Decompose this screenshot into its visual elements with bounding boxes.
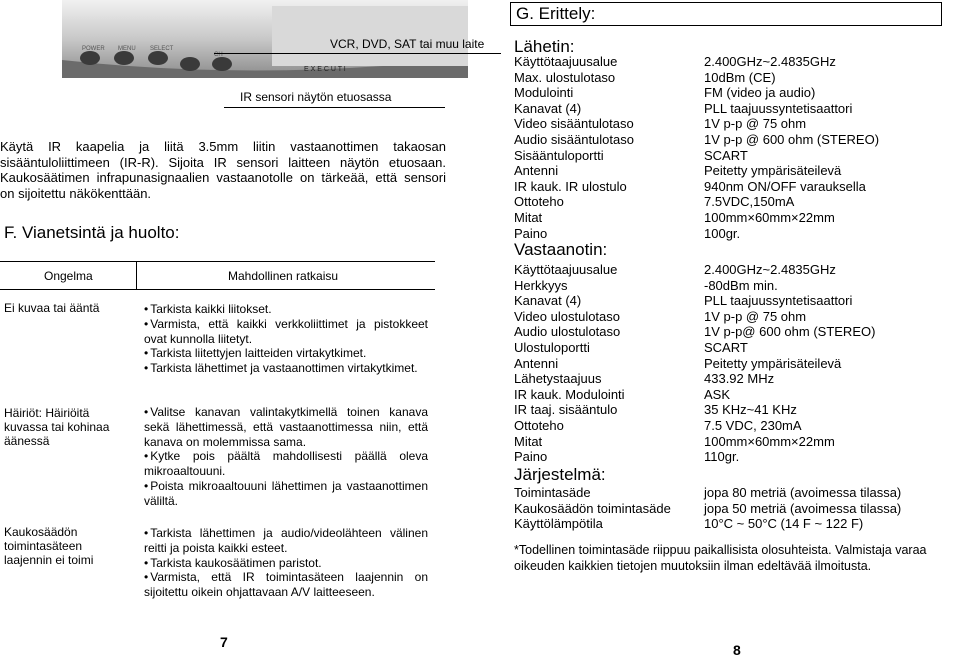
select-button-icon [148, 51, 168, 65]
solution-item: • Tarkista lähettimen ja audio/videolähteen välinen reitti ja poista kaikki esteet. [144, 526, 428, 556]
solution-item: • Kytke pois päältä mahdollisesti päällä oleva mikroaaltouuni. [144, 449, 428, 479]
spec-label: Mitat [514, 210, 543, 225]
footnote: *Todellinen toimintasäde riippuu paikallisista olosuhteista. Valmistaja varaa oikeuden kaikkien tietojen muutoksiin ilman edeltävää ilmoitusta. [514, 543, 927, 573]
system-heading: Järjestelmä: [514, 465, 606, 484]
spec-label: Max. ulostulotaso [514, 69, 616, 85]
spec-value: 100mm×60mm×22mm [704, 210, 835, 225]
section-f-heading: F. Vianetsintä ja huolto: [4, 223, 180, 242]
menu-button-icon [114, 51, 134, 65]
spec-value: 35 KHz~41 KHz [704, 402, 797, 418]
spec-value: 7.5 VDC, 230mA [704, 418, 802, 433]
callout-ir: IR sensori näytön etuosassa [240, 90, 392, 104]
intro-line: sisääntuloliittimeen (IR-R). Sijoita IR sensori laitteen näytön etuosaan. [0, 154, 446, 170]
table-row-problem: Kaukosäädön toimintasäteen laajennin ei toimi [4, 525, 94, 567]
table-row-problem: Ei kuvaa tai ääntä [4, 301, 100, 315]
spec-value: PLL taajuussyntetisaattori [704, 100, 853, 116]
spec-label: Käyttötaajuusalue [514, 262, 618, 277]
spec-label: IR kauk. Modulointi [514, 386, 625, 402]
spec-label: Sisääntuloportti [514, 147, 604, 163]
spec-label: Audio ulostulotaso [514, 324, 621, 340]
spec-value: -80dBm min. [704, 277, 778, 293]
spec-label: Video sisääntulotaso [514, 116, 634, 132]
table-head-line [0, 289, 435, 290]
power-label: POWER [82, 46, 105, 52]
spec-label: Antenni [514, 355, 559, 371]
power-button-icon [80, 51, 100, 65]
spec-value: jopa 80 metriä (avoimessa tilassa) [704, 485, 902, 500]
column-header-solution: Mahdollinen ratkaisu [228, 269, 339, 283]
callout-vcr-line [214, 53, 501, 54]
table-head-divider [136, 261, 137, 289]
spec-value: Peitetty ympärisäteilevä [704, 163, 842, 179]
spec-value: 1V p-p @ 75 ohm [704, 116, 807, 132]
spec-value: 940nm ON/OFF varauksella [704, 178, 866, 194]
solution-item: • Tarkista kaukosäätimen paristot. [144, 556, 428, 571]
spec-label: Ottoteho [514, 194, 564, 210]
solution-item: • Valitse kanavan valintakytkimellä toinen kanava sekä lähettimessä, että vastaanottimessa niin, että kanava on molemmissa sama. [144, 405, 428, 449]
spec-label: Modulointi [514, 85, 574, 101]
spec-value: 1V p-p@ 600 ohm (STEREO) [704, 324, 876, 340]
spec-value: SCART [704, 340, 748, 355]
spec-value: 2.400GHz~2.4835GHz [704, 262, 836, 277]
section-g-heading: G. Erittely: [516, 4, 596, 23]
spec-value: 1V p-p @ 75 ohm [704, 308, 807, 324]
spec-label: IR kauk. IR ulostulo [514, 178, 627, 194]
spec-value: 10dBm (CE) [704, 69, 776, 85]
transmitter-heading: Lähetin: [514, 37, 575, 56]
spec-value: PLL taajuussyntetisaattori [704, 293, 853, 309]
spec-label: Kaukosäädön toimintasäde [514, 500, 671, 516]
table-row-problem: Häiriöt: Häiriöitä kuvassa tai kohinaa äänessä [4, 406, 110, 448]
spec-value: SCART [704, 147, 748, 163]
spec-label: Ulostuloportti [514, 340, 590, 355]
solution-item: • Tarkista kaikki liitokset. [144, 302, 428, 317]
brand-label: E X E C U T I [304, 66, 346, 73]
solution-item: • Tarkista lähettimet ja vastaanottimen virtakytkimet. [144, 361, 428, 376]
spec-value: 433.92 MHz [704, 371, 775, 387]
receiver-heading: Vastaanotin: [514, 240, 608, 259]
callout-ir-line [224, 107, 445, 108]
spec-label: Paino [514, 449, 548, 465]
spec-label: IR taaj. sisääntulo [514, 402, 618, 418]
intro-paragraph [0, 139, 446, 201]
spec-label: Toimintasäde [514, 485, 591, 500]
menu-label: MENU [118, 46, 136, 52]
spec-label: Herkkyys [514, 277, 568, 293]
table-row-solutions [144, 302, 428, 376]
table-top-line [0, 261, 435, 262]
select-label: SELECT [150, 46, 174, 52]
solution-item: • Tarkista liitettyjen laitteiden virtakytkimet. [144, 346, 428, 361]
intro-line: Kaukosäätimen infrapunasignaalien vastaanotolle on tärkeää, että sensori [0, 170, 446, 185]
column-header-problem: Ongelma [44, 269, 93, 283]
callout-vcr: VCR, DVD, SAT tai muu laite [330, 37, 485, 51]
intro-line: Käytä IR kaapelia ja liitä 3.5mm liitin vastaanottimen takaosan [0, 139, 446, 154]
solution-item: • Varmista, että kaikki verkkoliittimet ja pistokkeet ovat kunnolla liitetyt. [144, 317, 428, 347]
spec-value: 110gr. [704, 449, 740, 465]
intro-line: on sijoitettu näkökenttään. [0, 185, 152, 201]
ch-label: CH [214, 52, 223, 58]
spec-label: Mitat [514, 433, 543, 449]
spec-label: Kanavat (4) [514, 100, 582, 116]
spec-label: Lähetystaajuus [514, 371, 602, 387]
table-row-solutions [144, 526, 428, 600]
spec-label: Audio sisääntulotaso [514, 132, 634, 147]
spec-label: Käyttötaajuusalue [514, 54, 618, 69]
solution-item: • Poista mikroaaltouuni lähettimen ja vastaanottimen väliltä. [144, 479, 428, 509]
spec-label: Antenni [514, 163, 559, 179]
page-number-right: 8 [733, 642, 741, 658]
spec-value: FM (video ja audio) [704, 85, 816, 101]
spec-value: 2.400GHz~2.4835GHz [704, 54, 836, 69]
page-number-left: 7 [220, 634, 228, 650]
spec-value: 7.5VDC,150mA [704, 194, 795, 210]
spec-value: 10°C ~ 50°C (14 F ~ 122 F) [704, 516, 864, 532]
spec-value: 1V p-p @ 600 ohm (STEREO) [704, 132, 880, 147]
spec-value: 100gr. [704, 225, 741, 241]
spec-value: ASK [704, 386, 731, 402]
solution-item: • Varmista, että IR toimintasäteen laajennin on sijoitettu oikein ohjattavaan A/V laitteeseen. [144, 570, 428, 600]
table-row-solutions [144, 405, 428, 509]
spec-label: Video ulostulotaso [514, 308, 621, 324]
spec-label: Paino [514, 225, 548, 241]
spec-label: Kanavat (4) [514, 293, 582, 309]
spec-value: jopa 50 metriä (avoimessa tilassa) [704, 500, 902, 516]
spec-value: 100mm×60mm×22mm [704, 433, 835, 449]
spec-label: Käyttölämpötila [514, 516, 603, 532]
spec-label: Ottoteho [514, 418, 564, 433]
spec-value: Peitetty ympärisäteilevä [704, 355, 842, 371]
